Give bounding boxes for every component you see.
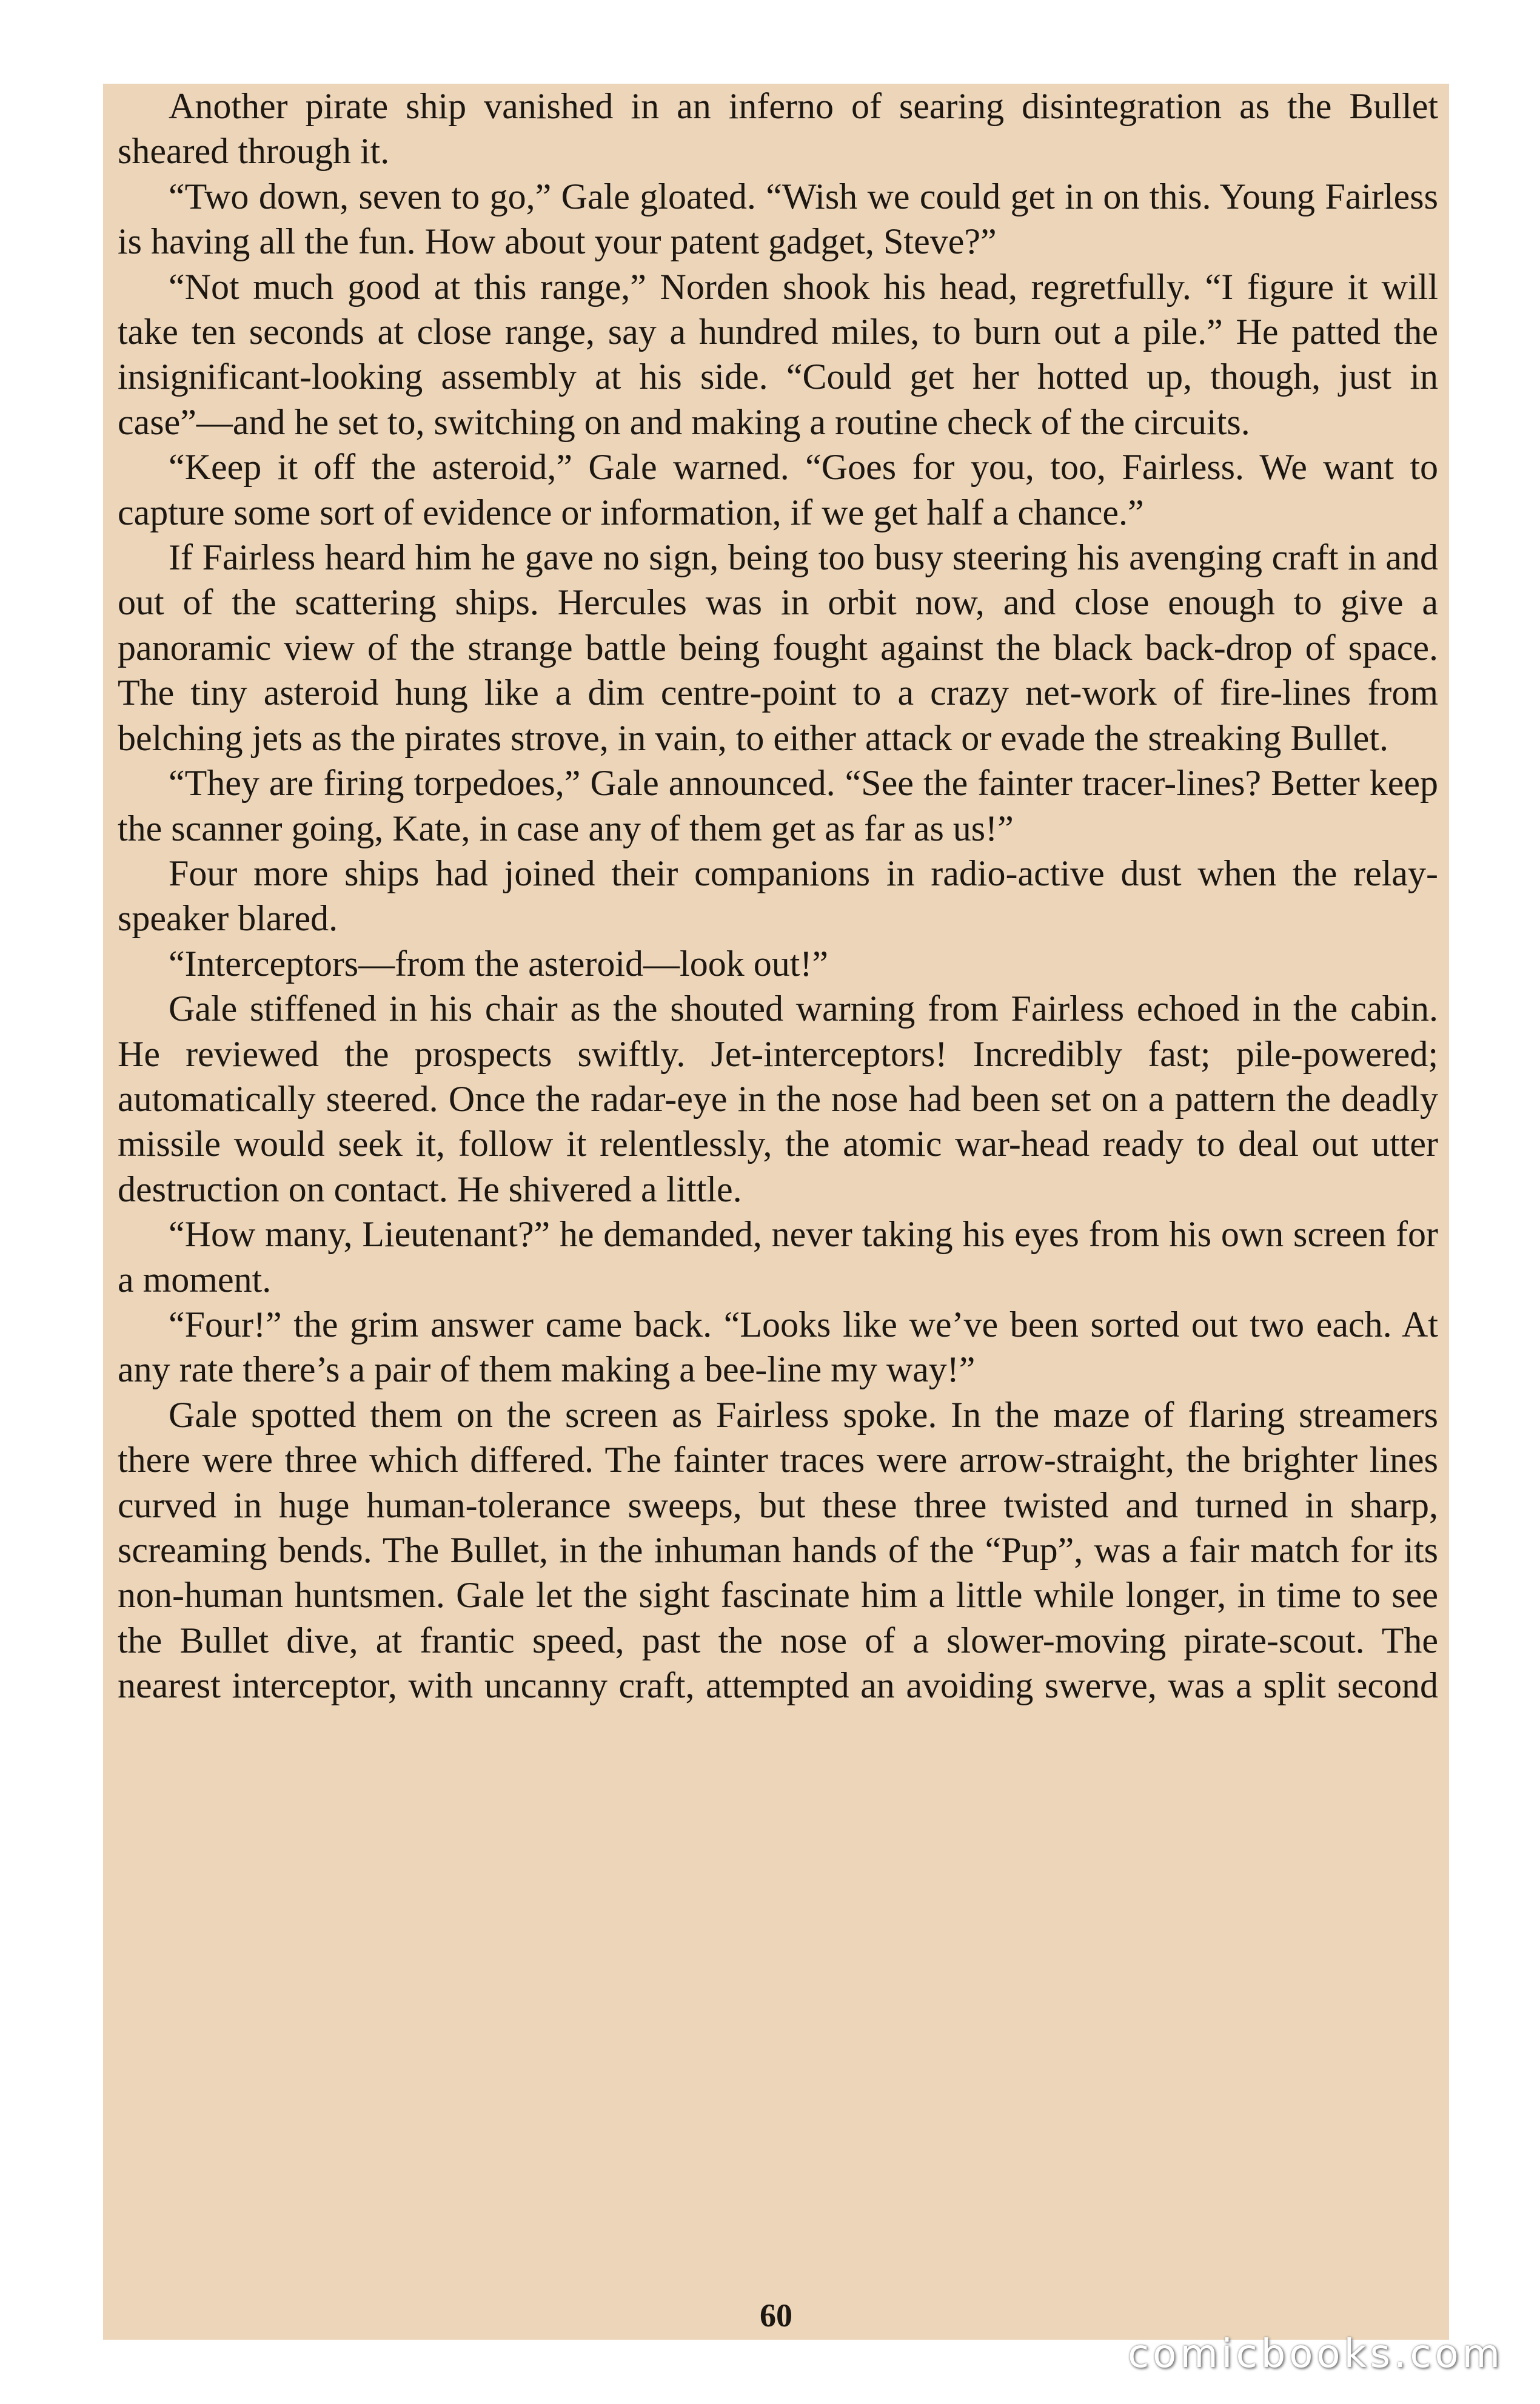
watermark-logo: comicbooks.com (1127, 2332, 1504, 2377)
paragraph-11: “Four!” the grim answer came back. “Looks like we’ve been sorted out two each. At any rate there’s a pair of them making a bee-line my way!” (118, 1304, 1438, 1390)
paragraph-1: Another pirate ship vanished in an inferno of searing disintegration as the Bullet sheared through it. (118, 86, 1438, 172)
paragraph-3: “Not much good at this range,” Norden shook his head, regretfully. “I figure it will take ten seconds at close range, say a hundred miles, to burn out a pile.” He patted the insignificant-looking assembly at his side. “Could get her hotted up, though, just in case”—and he set to, switching on and making a routine check of the circuits. (118, 266, 1438, 442)
paragraph-2: “Two down, seven to go,” Gale gloated. “Wish we could get in on this. Young Fairless is having all the fun. How about your patent gadget, Steve?” (118, 176, 1438, 262)
page-number: 60 (760, 2297, 792, 2334)
paragraph-4: “Keep it off the asteroid,” Gale warned. “Goes for you, too, Fairless. We want to capture some sort of evidence or information, if we get half a chance.” (118, 447, 1438, 532)
paragraph-5: If Fairless heard him he gave no sign, being too busy steering his avenging craft in and out of the scattering ships. Hercules was in orbit now, and close enough to give a panoramic view of the strange battle being fought against the black back-drop of space. The tiny asteroid hung like a dim centre-point to a crazy net-work of fire-lines from belching jets as the pirates strove, in vain, to either attack or evade the streaking Bullet. (118, 537, 1438, 758)
paragraph-8: “Interceptors—from the asteroid—look out!” (169, 943, 828, 984)
story-text (118, 84, 1438, 1708)
paragraph-7: Four more ships had joined their companions in radio-active dust when the relay-speaker blared. (118, 853, 1438, 939)
paragraph-12: Gale spotted them on the screen as Fairless spoke. In the maze of flaring streamers there were three which differed. The fainter traces were arrow-straight, the brighter lines curved in huge human-tolerance sweeps, but these three twisted and turned in sharp, screaming bends. The Bullet, in the inhuman hands of the “Pup”, was a fair match for its non-human huntsmen. Gale let the sight fascinate him a little while longer, in time to see the Bullet dive, at frantic speed, past the nose of a slower-moving pirate-scout. The nearest interceptor, with uncanny craft, attempted an avoiding swerve, was a split second (118, 1394, 1438, 1706)
paragraph-9: Gale stiffened in his chair as the shouted warning from Fairless echoed in the cabin. He reviewed the prospects swiftly. Jet-interceptors! Incredibly fast; pile-powered; automatically steered. Once the radar-eye in the nose had been set on a pattern the deadly missile would seek it, follow it relentlessly, the atomic war-head ready to deal out utter destruction on contact. He shivered a little. (118, 989, 1438, 1209)
paragraph-10: “How many, Lieutenant?” he demanded, never taking his eyes from his own screen for a moment. (118, 1214, 1438, 1300)
book-page (103, 84, 1449, 2340)
paragraph-6: “They are firing torpedoes,” Gale announced. “See the fainter tracer-lines? Better keep the scanner going, Kate, in case any of them get as far as us!” (118, 763, 1438, 848)
